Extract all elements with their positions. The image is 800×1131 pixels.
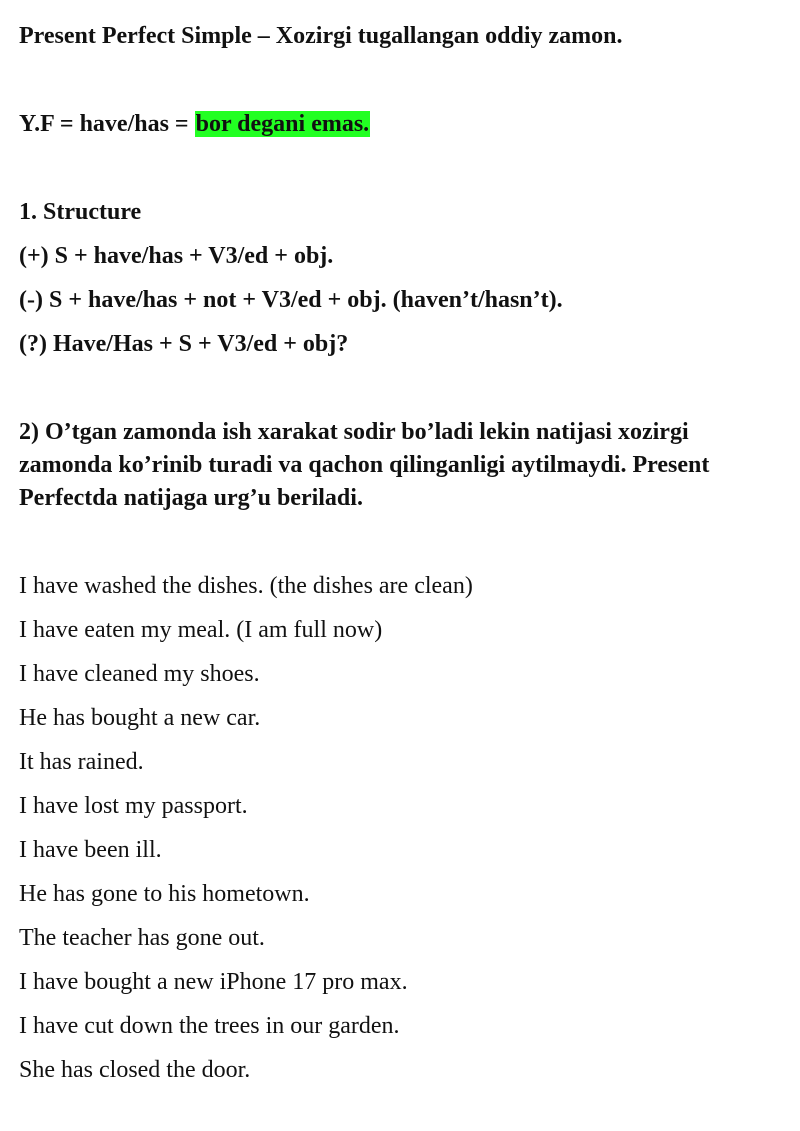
structure-negative: (-) S + have/has + not + V3/ed + obj. (haven’t/hasn’t).	[19, 287, 563, 313]
example-sentence: I have been ill.	[19, 837, 162, 863]
example-sentence: I have bought a new iPhone 17 pro max.	[19, 969, 408, 995]
example-sentence: He has bought a new car.	[19, 705, 261, 731]
example-sentence: It has rained.	[19, 749, 144, 775]
example-sentence: I have cut down the trees in our garden.	[19, 1013, 400, 1039]
structure-positive: (+) S + have/has + V3/ed + obj.	[19, 243, 334, 269]
example-sentence: The teacher has gone out.	[19, 925, 265, 951]
formula-line	[19, 109, 370, 139]
example-sentence: He has gone to his hometown.	[19, 881, 310, 907]
example-sentence: I have washed the dishes. (the dishes are clean)	[19, 573, 473, 599]
structure-heading: 1. Structure	[19, 199, 142, 225]
document-title: Present Perfect Simple – Xozirgi tugallangan oddiy zamon.	[19, 23, 623, 49]
structure-question: (?) Have/Has + S + V3/ed + obj?	[19, 331, 349, 357]
example-sentence: She has closed the door.	[19, 1057, 251, 1083]
example-sentence: I have eaten my meal. (I am full now)	[19, 617, 383, 643]
example-sentence: I have lost my passport.	[19, 793, 248, 819]
example-sentence: I have cleaned my shoes.	[19, 661, 260, 687]
usage-paragraph: 2) O’tgan zamonda ish xarakat sodir bo’ladi lekin natijasi xozirgi zamonda ko’rinib turadi va qachon qilinganligi aytilmaydi. Present Perfectda natijaga urg’u beriladi.	[19, 419, 710, 511]
formula-highlight: bor degani emas.	[195, 111, 370, 137]
formula-prefix: Y.F = have/has =	[19, 111, 195, 137]
